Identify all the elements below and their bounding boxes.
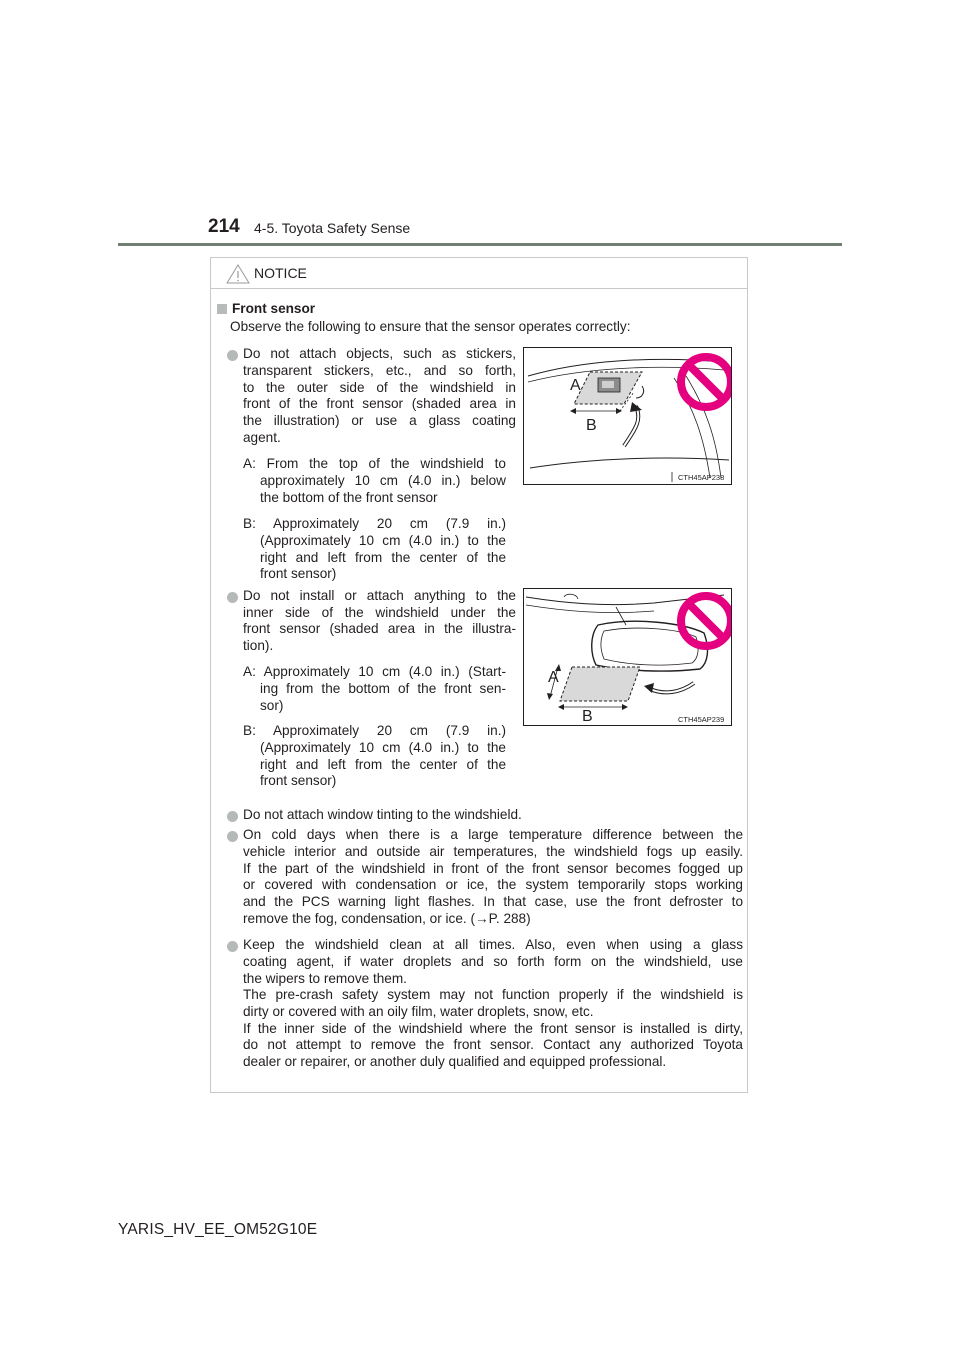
item1-line: the illustration) or use a glass coating [243,413,516,428]
item2-line: tion). [243,638,274,653]
item1-line: Do not attach objects, such as stickers, [243,346,516,361]
item5-line: If the inner side of the windshield where the front sensor is installed is dirty, [243,1021,743,1036]
bullet-icon [227,831,238,842]
item2-a-line: A: Approximately 10 cm (4.0 in.) (Start- [243,664,506,679]
item4-line: and the PCS warning light flashes. In that case, use the front defroster to [243,894,743,909]
figure-windshield-outer [523,347,732,485]
item2-line: inner side of the windshield under the [243,605,516,620]
section-title: 4-5. Toyota Safety Sense [254,220,411,236]
item5-line: dealer or repairer, or another duly qualified and equipped professional. [243,1054,667,1069]
windshield-outer-illustration [524,348,732,485]
figure-label-b: B [586,417,597,434]
figure-code: CTH45AP239 [678,715,725,724]
item1-b-line: (Approximately 10 cm (4.0 in.) to the [260,533,506,548]
windshield-inner-illustration [524,589,732,726]
item4-line: remove the fog, condensation, or ice. (→P. 288) [243,911,531,926]
heading-square-icon [217,304,227,314]
figure-code: CTH45AP238 [678,473,725,482]
item5-line: The pre-crash safety system may not function properly if the windshield is [243,987,743,1002]
figure-label-a: A [548,669,559,686]
item4-line: On cold days when there is a large temperature difference between the [243,827,743,842]
item2-a-line: sor) [260,698,284,713]
item5-line: coating agent, if water droplets and so forth form on the windshield, use [243,954,743,969]
notice-heading: Front sensor [232,301,316,316]
item2-b-line: front sensor) [260,773,337,788]
bullet-icon [227,350,238,361]
bullet-icon [227,811,238,822]
notice-header [211,258,747,289]
item1-b-line: B: Approximately 20 cm (7.9 in.) [243,516,506,531]
item4-line: or covered with condensation or ice, the system temporarily stops working [243,877,743,892]
item1-b-line: front sensor) [260,566,337,581]
bullet-icon [227,941,238,952]
item5-line: the wipers to remove them. [243,971,407,986]
item4-line: If the part of the windshield in front of the front sensor becomes fogged up [243,861,743,876]
item5-line: dirty or covered with an oily film, water droplets, snow, etc. [243,1004,594,1019]
notice-title: NOTICE [254,265,307,281]
item2-line: front sensor (shaded area in the illustra- [243,621,516,636]
item1-b-line: right and left from the center of the [260,550,506,565]
item1-line: to the outer side of the windshield in [243,380,516,395]
bullet-icon [227,592,238,603]
document-code: YARIS_HV_EE_OM52G10E [118,1221,318,1238]
figure-label-a: A [570,377,581,394]
header-rule [118,243,842,246]
item1-line: front of the front sensor (shaded area in [243,396,516,411]
warning-triangle-icon [226,264,250,284]
prohibition-icon [681,357,731,407]
item2-b-line: B: Approximately 20 cm (7.9 in.) [243,723,506,738]
notice-intro: Observe the following to ensure that the sensor operates correctly: [230,319,631,334]
page-number: 214 [208,216,240,237]
figure-windshield-inner [523,588,732,726]
item1-a-line: the bottom of the front sensor [260,490,438,505]
item5-line: Keep the windshield clean at all times. Also, even when using a glass [243,937,743,952]
item2-b-line: (Approximately 10 cm (4.0 in.) to the [260,740,506,755]
item2-a-line: ing from the bottom of the front sen- [260,681,506,696]
item3-line: Do not attach window tinting to the windshield. [243,807,522,822]
item2-b-line: right and left from the center of the [260,757,506,772]
item4-line: vehicle interior and outside air temperatures, the windshield fogs up easily. [243,844,743,859]
item1-a-line: approximately 10 cm (4.0 in.) below [260,473,506,488]
item2-line: Do not install or attach anything to the [243,588,516,603]
item1-a-line: A: From the top of the windshield to [243,456,506,471]
item1-line: transparent stickers, etc., and so forth, [243,363,516,378]
item1-line: agent. [243,430,281,445]
item5-line: do not attempt to remove the front sensor. Contact any authorized Toyota [243,1037,743,1052]
figure-label-b: B [582,708,593,725]
